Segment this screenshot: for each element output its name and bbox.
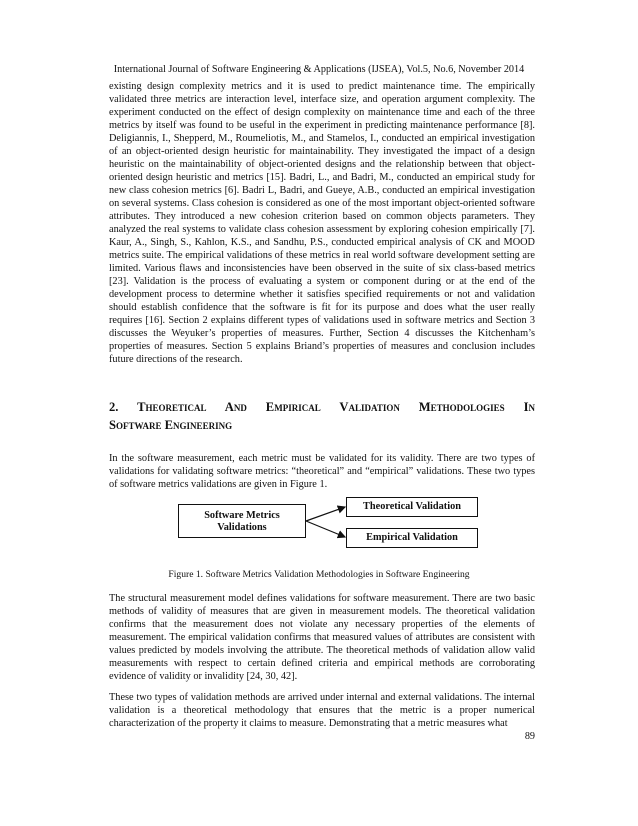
section-heading [109, 398, 535, 434]
figure-caption: Figure 1. Software Metrics Validation Methodologies in Software Engineering [168, 569, 470, 580]
arrow-to-empirical [306, 521, 345, 537]
paragraph-related-work [109, 80, 535, 366]
figure-validation-diagram [170, 494, 490, 556]
page-number: 89 [524, 731, 535, 742]
box-empirical-validation: Empirical Validation [346, 528, 478, 548]
box-software-metrics-validations: Software Metrics Validations [178, 504, 306, 538]
paragraph-text: These two types of validation methods are arrived under internal and external validations. The internal validation is a theoretical methodology that ensures that the metric is a proper numerical characterization of the property it claims to measure. Demonstrating that a metric measures what [109, 692, 535, 729]
paragraph-internal-external [109, 691, 535, 730]
paragraph-text: In the software measurement, each metric must be validated for its validity. There are two types of validations for validating software metrics: “theoretical” and “empirical” validations. These two types of software metrics validations are given in Figure 1. [109, 453, 535, 490]
section-heading-line2: Software Engineering [109, 418, 233, 432]
paragraph-validation-intro [109, 452, 535, 491]
paragraph-text: The structural measurement model defines validations for software measurement. There are two basic methods of validity of measures that are given in measurement models. The theoretical validation confirms that the measurement does not violate any necessary properties of the elements of measurement. The empirical validation confirms that measured values of attributes are consistent with values predicted by models involving the attribute. The theoretical methods of validation allow valid measurements with respect to certain defined criteria and empirical methods are corroborating evidence of validity or invalidity [24, 30, 42]. [109, 593, 535, 682]
box-theoretical-validation: Theoretical Validation [346, 497, 478, 517]
paragraph-measurement-model [109, 592, 535, 683]
running-header: International Journal of Software Engineering & Applications (IJSEA), Vol.5, No.6, November 2014 [113, 64, 525, 75]
arrow-to-theoretical [306, 507, 345, 521]
paragraph-text: existing design complexity metrics and it is used to predict maintenance time. The empirically validated three metrics are interaction level, interface size, and operation argument complexity. The experiment conducted on the effect of design complexity on maintenance time and each of the three metrics by itself was found to be useful in the experiment in predicting maintenance performance [8]. Deligiannis, I., Shepperd, M., Roumeliotis, M., and Stamelos, I., conducted an empirical investigation of an object-oriented design heuristic for maintainability. They investigated the impact of a design heuristic on the maintainability of object-oriented designs and the relationship between that object-oriented design heuristic and metrics [15]. Badri, L., and Badri, M., conducted an empirical study for new class cohesion metrics [6]. Badri L, Badri, and Gueye, A.B., conducted an empirical investigation on several systems. Class cohesion is considered as one of the most important object-oriented software attributes. They introduced a new cohesion criterion based on common objects parameters. They analyzed the real systems to validate class cohesion assessment by exploring cohesion empirically [7]. Kaur, A., Singh, S., Kahlon, K.S., and Sandhu, P.S., conducted empirical analysis of CK and MOOD metrics suite. The empirical validations of these metrics in real world software development setting are limited. Various flaws and inconsistencies have been observed in the suite of six class-based metrics [23]. Validation is the process of evaluating a system or component during or at the end of the development process to determine whether it satisfies specified requirements or not and validation should establish confidence that the software is fit for its purpose and does what the user really requires [16]. Section 2 explains different types of validations used in software metrics and Section 3 discusses the Weyuker’s properties of measures. Further, Section 4 discusses the Kitchenham’s properties of measures. Section 5 explains Briand’s properties of measures and conclusion includes future directions of the research. [109, 81, 535, 365]
section-heading-line1: 2. Theoretical And Empirical Validation Methodologies In [109, 400, 535, 414]
